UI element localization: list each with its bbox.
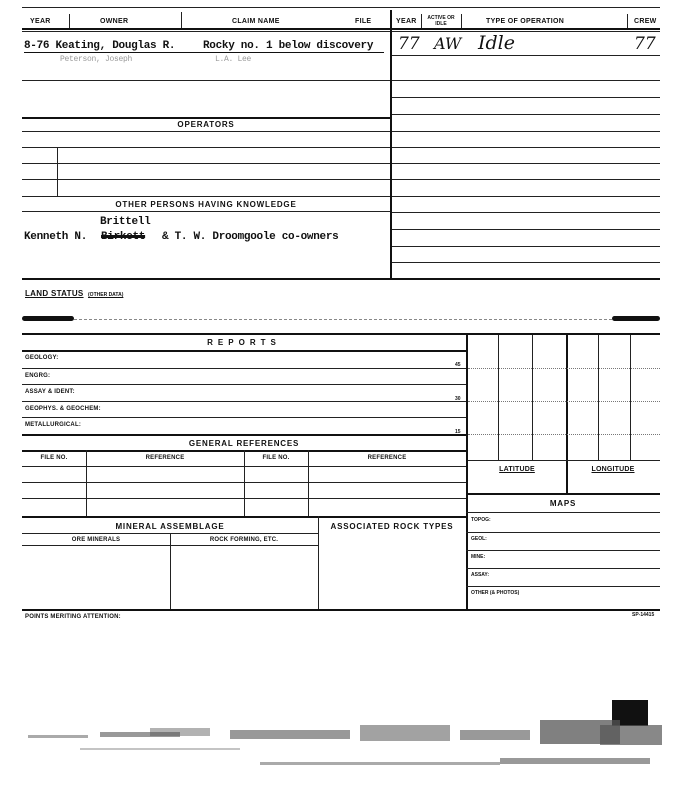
reports-bottom-rule [22, 434, 466, 436]
associated-rock-types-title: ASSOCIATED ROCK TYPES [330, 522, 454, 531]
ref-col-file-no-2: FILE NO. [262, 455, 290, 461]
others-line-2-struck: Birkett [101, 231, 146, 243]
grid-line [532, 335, 533, 460]
ref-col-reference-2: REFERENCE [367, 455, 407, 461]
reports-rule [22, 350, 466, 352]
grid-line [468, 460, 660, 461]
report-metallurgical-label: METALLURGICAL: [25, 422, 82, 428]
mineral-col-divider [170, 533, 171, 609]
ref-col-reference-1: REFERENCE [145, 455, 185, 461]
maps-mine-label: MINE: [471, 554, 486, 560]
maps-row-rule [466, 550, 660, 551]
grid-line [630, 335, 631, 460]
row-rule [392, 163, 660, 164]
header-crew: CREW [634, 18, 657, 25]
handwritten-operation: Idle [478, 32, 515, 54]
others-title: OTHER PERSONS HAVING KNOWLEDGE [115, 200, 297, 209]
row-rule [392, 179, 660, 180]
general-refs-bottom-rule [22, 516, 466, 518]
main-divider [390, 10, 392, 280]
row-rule [392, 229, 660, 230]
header-divider [627, 14, 628, 28]
reports-top-rule [22, 333, 660, 335]
others-line-2-prefix: Kenneth N. [24, 231, 88, 243]
operators-row [22, 196, 390, 197]
handwritten-crew: 77 [634, 34, 656, 54]
report-engrg-label: ENGRG: [25, 373, 51, 379]
entry-underline [24, 52, 384, 53]
operators-row [22, 163, 390, 164]
maps-other-label: OTHER (& PHOTOS) [471, 590, 520, 596]
grid-line [598, 335, 599, 460]
row-rule [392, 131, 660, 132]
grid-line [468, 368, 660, 369]
grid-line [468, 401, 660, 402]
maps-topog-label: TOPOG: [471, 517, 491, 523]
ore-minerals-label: ORE MINERALS [71, 537, 121, 543]
ref-col-file-no-1: FILE NO. [40, 455, 68, 461]
scan-blot [22, 316, 74, 321]
operators-title: OPERATORS [177, 120, 235, 129]
top-rule [22, 7, 660, 8]
report-row-rule [22, 401, 466, 402]
maps-row-rule [466, 568, 660, 569]
header-divider [461, 14, 462, 28]
row-rule [392, 212, 660, 213]
report-metallurgical-code: 15 [455, 429, 461, 435]
row-rule [392, 246, 660, 247]
owner-entry: 8-76 Keating, Douglas R. [24, 40, 176, 52]
mineral-title: MINERAL ASSEMBLAGE [115, 522, 225, 531]
header-rule [22, 28, 660, 30]
header-year: YEAR [30, 18, 51, 25]
header-year-2: YEAR [396, 18, 417, 25]
points-meriting-attention: POINTS MERITING ATTENTION: [25, 614, 121, 620]
handwritten-year: 77 [398, 34, 420, 54]
rock-forming-label: ROCK FORMING, ETC. [209, 537, 279, 543]
report-row-rule [22, 384, 466, 385]
maps-top-rule [466, 493, 660, 495]
header-claim-name: CLAIM NAME [232, 18, 280, 25]
land-status-dashed-rule [74, 319, 612, 320]
maps-geol-label: GEOL: [471, 536, 487, 542]
second-owner-entry: Peterson, Joseph [60, 55, 133, 64]
land-status-rule [22, 278, 660, 280]
report-row-rule [22, 368, 466, 369]
report-geology-label: GEOLOGY: [25, 355, 59, 361]
maps-rule [466, 512, 660, 513]
longitude-label: LONGITUDE [591, 466, 635, 473]
maps-assay-label: ASSAY: [471, 572, 490, 578]
row-rule [392, 114, 660, 115]
header-rule-thin [22, 31, 660, 32]
associated-divider [318, 516, 319, 609]
land-status [25, 283, 123, 301]
row-rule [392, 80, 660, 81]
general-refs-title: GENERAL REFERENCES [188, 439, 300, 448]
ref-col-divider [308, 450, 309, 516]
report-row-rule [22, 417, 466, 418]
others-rule [22, 211, 390, 212]
report-assay-label: ASSAY & IDENT: [25, 389, 75, 395]
row-rule [22, 80, 390, 81]
scan-noise [0, 690, 678, 808]
claim-entry: Rocky no. 1 below discovery [203, 40, 374, 52]
land-status-sub: (OTHER DATA) [88, 292, 124, 298]
header-active-or-idle: ACTIVE OR IDLE [427, 15, 455, 27]
operators-row [22, 179, 390, 180]
header-divider [69, 14, 70, 28]
grid-line [468, 434, 660, 435]
section-rule [22, 117, 390, 119]
ref-col-divider [244, 450, 245, 516]
report-assay-code: 30 [455, 396, 461, 402]
form-number: SP-14415 [632, 612, 655, 618]
land-status-label: LAND STATUS [25, 289, 84, 298]
operators-row [22, 147, 390, 148]
row-rule [392, 196, 660, 197]
header-divider [421, 14, 422, 28]
row-rule [392, 262, 660, 263]
operators-year-divider [57, 147, 58, 196]
entry-row-rule [392, 55, 660, 56]
report-geology-code: 45 [455, 362, 461, 368]
maps-title: MAPS [549, 499, 577, 508]
reports-title: REPORTS [207, 338, 281, 347]
report-geophys-label: GEOPHYS. & GEOCHEM: [25, 406, 101, 412]
bottom-rule [22, 609, 660, 611]
handwritten-status: AW [434, 34, 462, 53]
header-owner: OWNER [100, 18, 129, 25]
maps-row-rule [466, 532, 660, 533]
maps-row-rule [466, 586, 660, 587]
others-line-2-rest: & T. W. Droomgoole co-owners [162, 231, 339, 243]
scan-noise-band [28, 720, 662, 765]
scan-blot [612, 316, 660, 321]
row-rule [392, 147, 660, 148]
row-rule [392, 97, 660, 98]
header-divider [181, 12, 182, 28]
grid-line [498, 335, 499, 460]
latitude-label: LATITUDE [499, 466, 535, 473]
others-line-1: Brittell [100, 216, 151, 228]
ref-col-divider [86, 450, 87, 516]
operators-rule [22, 131, 390, 132]
second-claim-entry: L.A. Lee [215, 55, 252, 64]
header-type-of-operation: TYPE OF OPERATION [486, 18, 565, 25]
header-file: FILE [355, 18, 372, 25]
